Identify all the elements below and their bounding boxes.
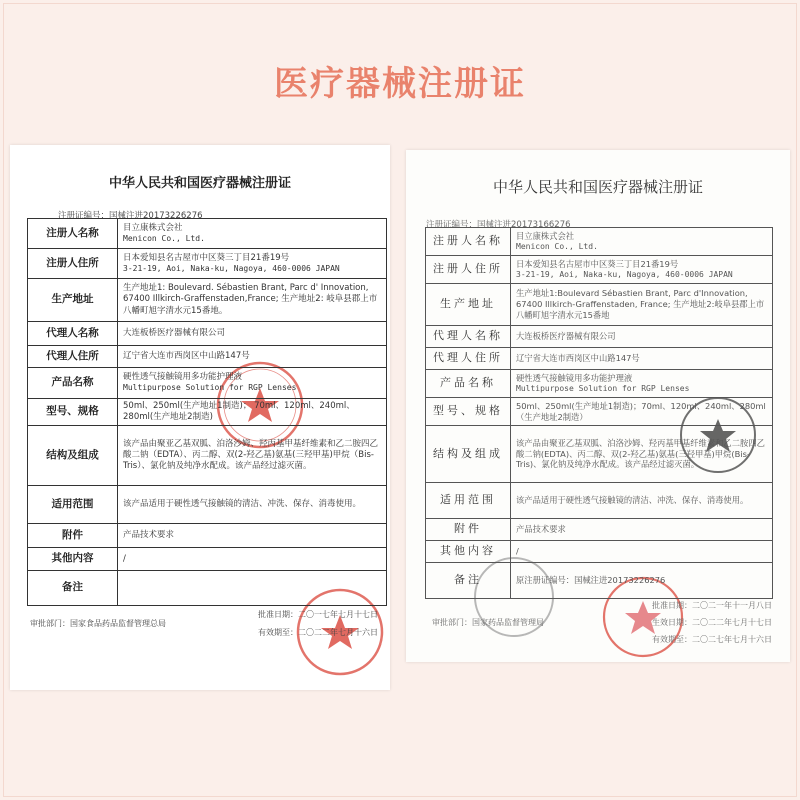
valid-until: 有效期至：二〇二二年七月十六日 (258, 628, 378, 637)
table-row (28, 279, 387, 322)
row-label: 其他内容 (426, 541, 511, 563)
table-row (426, 284, 773, 326)
row-value (511, 348, 773, 370)
row-value-text: 原注册证编号：国械注进20173226276 (516, 575, 666, 586)
row-value-text: 50ml、250ml(生产地址1制造)； 70ml、120ml、240ml、280ml(生产地址2制造) (123, 401, 355, 423)
authority: 审批部门：国家药品监督管理局 (432, 618, 544, 627)
valid-until: 有效期至：二〇二七年七月十六日 (652, 635, 772, 644)
table-row (426, 483, 773, 519)
row-value-text: / (516, 546, 519, 557)
row-label: 适用范围 (28, 486, 118, 524)
table-row (28, 322, 387, 346)
table-row (426, 256, 773, 284)
row-label: 结构及组成 (426, 426, 511, 483)
row-value (118, 368, 387, 399)
row-label: 注册人名称 (28, 219, 118, 249)
row-value-text: 生产地址1: Boulevard. Sébastien Brant, Parc d' Innovation, 67400 Illkirch-Graffenstaden,France; 生产地址2: 岐阜县郡上市八幡町旭字清水元15番地。 (123, 283, 378, 316)
table-row (28, 524, 387, 548)
table-row (28, 548, 387, 571)
table-row (28, 571, 387, 606)
row-value-text: 大连板桥医疗器械有限公司 (123, 327, 226, 338)
table-row (28, 368, 387, 399)
table-row (28, 486, 387, 524)
row-value (118, 279, 387, 322)
certificate-table (425, 227, 773, 599)
row-value-text: 该产品适用于硬性透气接触镜的清洁、冲洗、保存、消毒使用。 (516, 495, 749, 506)
row-value-english: 3-21-19, Aoi, Naka-ku, Nagoya, 460-0006 JAPAN (123, 263, 340, 273)
row-label: 注册人住所 (28, 249, 118, 279)
row-label: 生产地址 (28, 279, 118, 322)
row-label: 型号、规格 (426, 398, 511, 426)
row-value (511, 256, 773, 284)
table-row (28, 399, 387, 426)
row-value (511, 398, 773, 426)
table-row (28, 346, 387, 368)
row-label: 代理人名称 (426, 326, 511, 348)
row-value-english: Menicon Co., Ltd. (123, 233, 205, 243)
approval-date: 批准日期：二〇二一年十一月八日 (652, 601, 772, 610)
row-value (511, 519, 773, 541)
table-row (426, 426, 773, 483)
row-label: 产品名称 (426, 370, 511, 398)
row-value-text: 该产品由聚亚乙基双胍、泊洛沙姆、羟丙基甲基纤维素和乙二胺四乙酸二钠（EDTA）、丙二醇、双(2-羟乙基)氨基(三羟甲基)甲烷（Bis-Tris）、氯化钠及纯净水配成。该产品经过滤灭菌。 (123, 439, 379, 472)
row-value-text: / (123, 553, 126, 564)
table-row (426, 398, 773, 426)
row-value (118, 249, 387, 279)
row-value-text: 硬性透气接触镜用多功能护理液 (123, 372, 243, 383)
row-label: 代理人名称 (28, 322, 118, 346)
row-label: 附件 (28, 524, 118, 548)
table-row (426, 519, 773, 541)
row-value-english: 3-21-19, Aoi, Naka-ku, Nagoya, 460-0006 JAPAN (516, 269, 733, 279)
row-label: 注册人住所 (426, 256, 511, 284)
authority: 审批部门：国家食品药品监督管理总局 (30, 619, 166, 628)
row-value (511, 370, 773, 398)
row-value (118, 346, 387, 368)
row-value-text: 硬性透气接触镜用多功能护理液 (516, 372, 633, 383)
left-certificate (10, 145, 390, 690)
row-value (511, 483, 773, 519)
row-value (118, 571, 387, 606)
row-value (118, 524, 387, 548)
row-value-english: Multipurpose Solution for RGP Lenses (123, 383, 297, 393)
row-label: 结构及组成 (28, 426, 118, 486)
row-value-text: 目立康株式会社 (516, 230, 575, 241)
row-value-text: 辽宁省大连市西岗区中山路147号 (123, 350, 250, 361)
row-value-text: 该产品由聚亚乙基双胍、泊洛沙姆、羟丙基甲基纤维素和乙二胺四乙酸二钠(EDTA)、丙二醇、双(2-羟乙基)氨基(三羟甲基)甲烷(Bis-Tris)、氯化钠及纯净水配成。该产品经过滤灭菌。 (516, 437, 765, 470)
row-value-text: 生产地址1:Boulevard Sébastien Brant, Parc d'Innovation, 67400 Illkirch-Graffenstaden, France; 生产地址2:岐阜县郡上市八幡町旭字清水元15番地 (516, 288, 765, 320)
row-value (118, 426, 387, 486)
registration-number: 注册证编号：国械注进20173226276 (58, 211, 203, 221)
row-value-english: Menicon Co., Ltd. (516, 241, 598, 251)
row-value-text: 该产品适用于硬性透气接触镜的清洁、冲洗、保存、消毒使用。 (123, 499, 362, 510)
table-row (426, 563, 773, 599)
table-row (28, 426, 387, 486)
table-row (28, 219, 387, 249)
row-label: 其他内容 (28, 548, 118, 571)
registration-number: 注册证编号：国械注进20173166276 (426, 220, 571, 230)
row-value-text: 日本爱知县名古屋市中区葵三丁目21番19号 (516, 258, 679, 269)
row-value (511, 563, 773, 599)
row-value (118, 486, 387, 524)
row-value (511, 228, 773, 256)
certificate-title: 中华人民共和国医疗器械注册证 (492, 178, 703, 196)
row-value-text: 大连板桥医疗器械有限公司 (516, 331, 616, 342)
certificate-title: 中华人民共和国医疗器械注册证 (108, 176, 291, 191)
row-label: 适用范围 (426, 483, 511, 519)
banner-title: 医疗器械注册证 (274, 64, 526, 104)
row-label: 附件 (426, 519, 511, 541)
row-label: 备注 (28, 571, 118, 606)
row-value (511, 426, 773, 483)
effective-date: 生效日期：二〇二二年七月十七日 (652, 618, 772, 627)
row-value-english: Multipurpose Solution for RGP Lenses (516, 383, 690, 393)
table-row (28, 249, 387, 279)
row-value (118, 322, 387, 346)
table-row (426, 370, 773, 398)
row-value-text: 产品技术要求 (123, 530, 175, 541)
row-label: 产品名称 (28, 368, 118, 399)
row-value-text: 辽宁省大连市西岗区中山路147号 (516, 353, 640, 364)
row-value (118, 219, 387, 249)
row-value (511, 326, 773, 348)
row-label: 代理人住所 (28, 346, 118, 368)
row-value (511, 284, 773, 326)
row-label: 注册人名称 (426, 228, 511, 256)
row-label: 型号、规格 (28, 399, 118, 426)
row-value-text: 日本爱知县名古屋市中区葵三丁目21番19号 (123, 252, 290, 263)
table-row (426, 541, 773, 563)
row-value-text: 产品技术要求 (516, 524, 566, 535)
approval-date: 批准日期：二〇一七年七月十七日 (258, 610, 378, 619)
certificate-table (27, 218, 387, 606)
row-value (118, 399, 387, 426)
right-certificate (406, 150, 790, 662)
row-label: 备注 (426, 563, 511, 599)
table-row (426, 326, 773, 348)
row-value (118, 548, 387, 571)
table-row (426, 228, 773, 256)
row-label: 生产地址 (426, 284, 511, 326)
row-value (511, 541, 773, 563)
row-label: 代理人住所 (426, 348, 511, 370)
table-row (426, 348, 773, 370)
row-value-text: 50ml、250ml(生产地址1制造)；70ml、120ml、240ml、280ml（生产地址2制造） (516, 400, 766, 422)
row-value-text: 目立康株式会社 (123, 222, 183, 233)
